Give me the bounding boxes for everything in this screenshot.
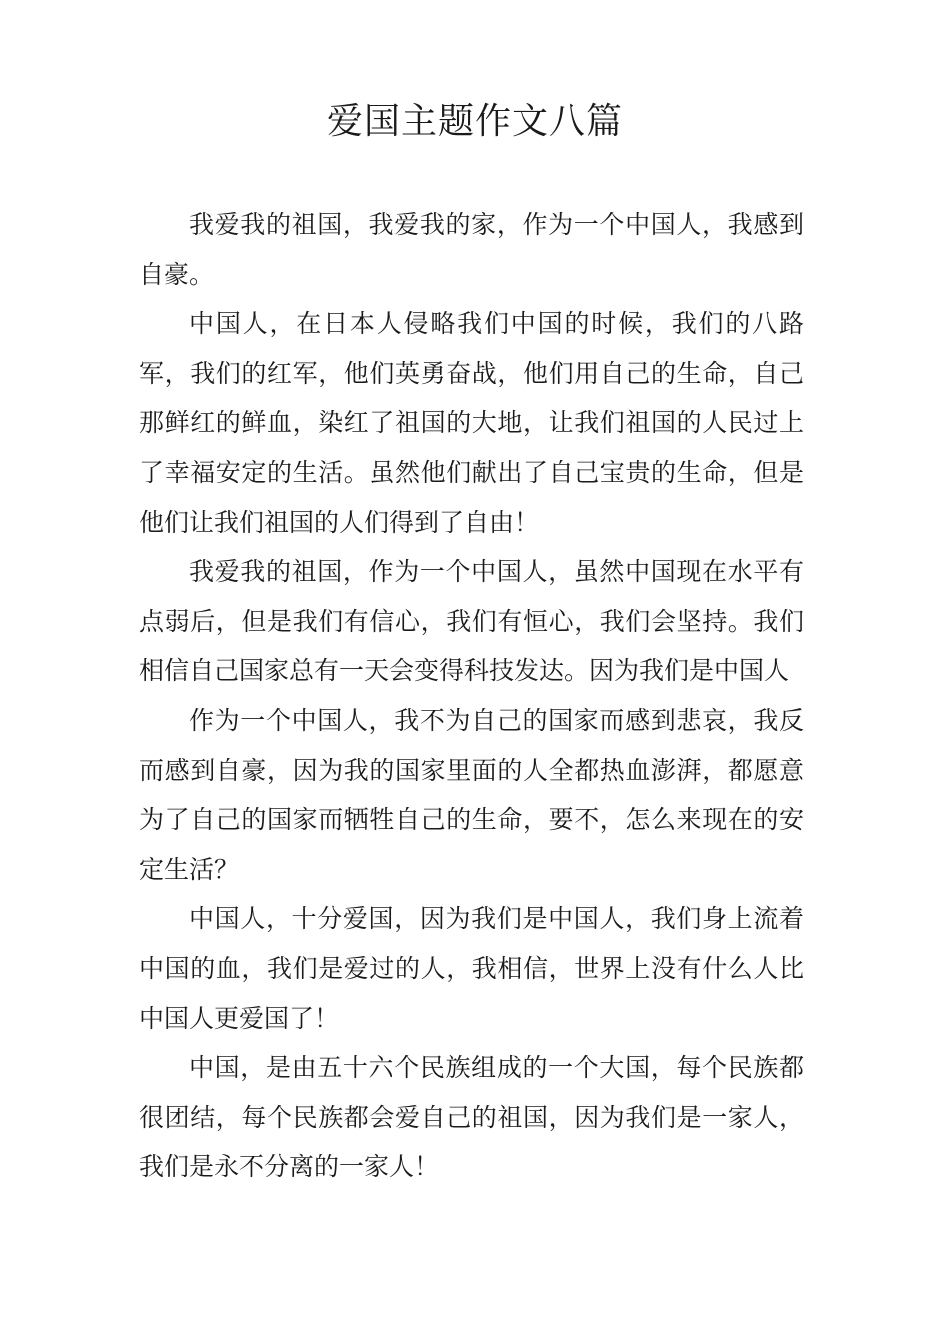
paragraph-2: 中国人，在日本人侵略我们中国的时候，我们的八路军，我们的红军，他们英勇奋战，他们用自己的生命，自己那鲜红的鲜血，染红了祖国的大地，让我们祖国的人民过上了幸福安定的生活。虽然他们献出了自己宝贵的生命，但是他们让我们祖国的人们得到了自由！ (139, 309, 804, 537)
paragraph-5: 中国人，十分爱国，因为我们是中国人，我们身上流着中国的血，我们是爱过的人，我相信，世界上没有什么人比中国人更爱国了！ (139, 904, 804, 1033)
paragraph-6: 中国，是由五十六个民族组成的一个大国，每个民族都很团结，每个民族都会爱自己的祖国，因为我们是一家人，我们是永不分离的一家人！ (139, 1053, 804, 1182)
document-body (139, 200, 804, 1192)
paragraph-4: 作为一个中国人，我不为自己的国家而感到悲哀，我反而感到自豪，因为我的国家里面的人全都热血澎湃，都愿意为了自己的国家而牺牲自己的生命，要不，怎么来现在的安定生活？ (139, 705, 804, 884)
paragraph-1: 我爱我的祖国，我爱我的家，作为一个中国人，我感到自豪。 (139, 210, 804, 289)
document-title: 爱国主题作文八篇 (326, 101, 623, 142)
paragraph-3: 我爱我的祖国，作为一个中国人，虽然中国现在水平有点弱后，但是我们有信心，我们有恒心，我们会坚持。我们相信自己国家总有一天会变得科技发达。因为我们是中国人 (139, 557, 804, 686)
